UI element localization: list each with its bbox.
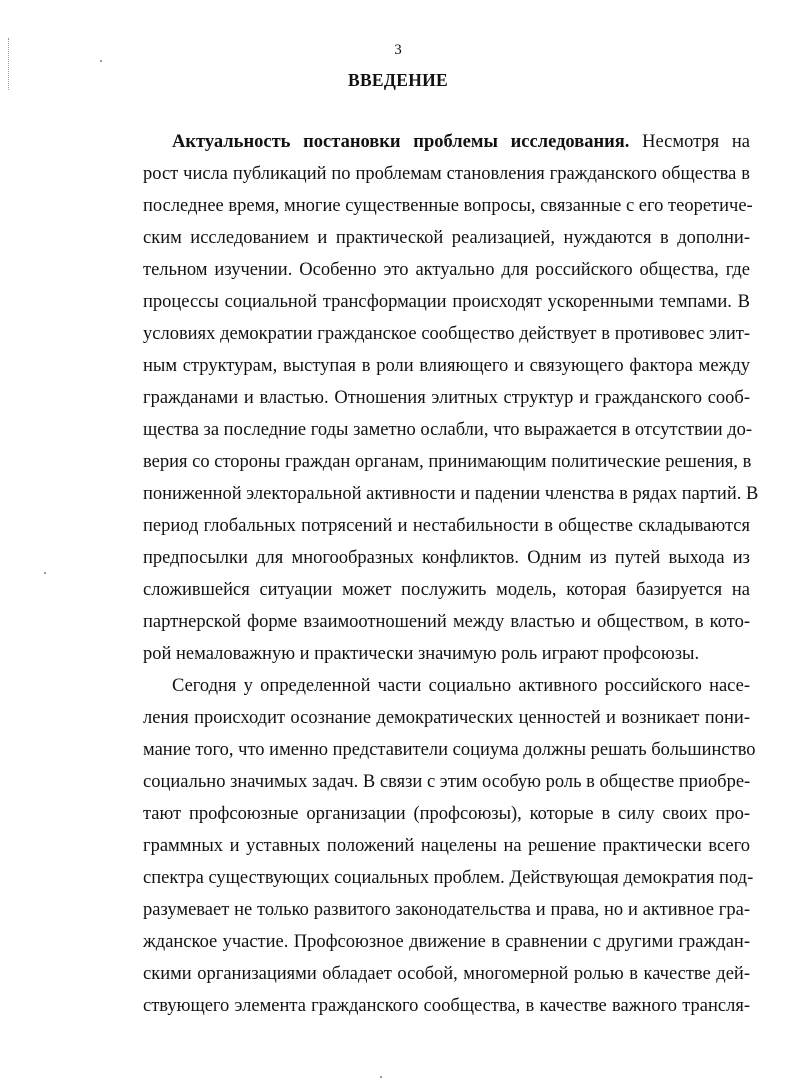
paragraph-2-line: тают профсоюзные организации (профсоюзы), которые в силу своих про-: [143, 804, 750, 824]
paragraph-2-line: разумевает не только развитого законодательства и права, но и активное гра-: [143, 900, 750, 920]
paragraph-1-line: партнерской форме взаимоотношений между властью и обществом, в кото-: [143, 612, 750, 632]
line-text: Несмотря на: [629, 132, 750, 152]
page-number: 3: [394, 42, 402, 58]
paragraph-2-line: социально значимых задач. В связи с этим особую роль в обществе приобре-: [143, 772, 751, 792]
paragraph-1-line: гражданами и властью. Отношения элитных структур и гражданского сооб-: [143, 388, 750, 408]
scan-speck: [380, 1076, 382, 1078]
paragraph-1-line: верия со стороны граждан органам, принимающим политические решения, в: [143, 452, 752, 472]
paragraph-2-line: жданское участие. Профсоюзное движение в сравнении с другими граждан-: [143, 932, 750, 952]
paragraph-1-line: пониженной электоральной активности и падении членства в рядах партий. В: [143, 484, 759, 504]
paragraph-1-line: сложившейся ситуации может послужить модель, которая базируется на: [143, 580, 750, 600]
paragraph-1-line: условиях демократии гражданское сообщество действует в противовес элит-: [143, 324, 750, 344]
scan-speck: [100, 60, 102, 62]
paragraph-1-line: щества за последние годы заметно ослабли, что выражается в отсутствии до-: [143, 420, 753, 440]
section-heading: ВВЕДЕНИЕ: [347, 70, 449, 90]
paragraph-1-line: ным структурам, выступая в роли влияющего и связующего фактора между: [143, 356, 750, 376]
scan-speck: [44, 572, 46, 574]
lead-bold-phrase: Актуальность постановки проблемы исследования.: [172, 132, 630, 152]
paragraph-2-line: мание того, что именно представители социума должны решать большинство: [143, 740, 756, 760]
paragraph-2-line: скими организациями обладает особой, многомерной ролью в качестве дей-: [143, 964, 750, 984]
paragraph-1-line: ским исследованием и практической реализацией, нуждаются в дополни-: [143, 228, 750, 248]
paragraph-2-line: Сегодня у определенной части социально активного российского насе-: [172, 676, 750, 696]
paragraph-1-line: процессы социальной трансформации происходят ускоренными темпами. В: [143, 292, 750, 312]
paragraph-2-line: ствующего элемента гражданского сообщества, в качестве важного трансля-: [143, 996, 750, 1016]
paragraph-1-line: рост числа публикаций по проблемам становления гражданского общества в: [143, 164, 750, 184]
paragraph-1-line: тельном изучении. Особенно это актуально для российского общества, где: [143, 260, 750, 280]
paragraph-1-line: период глобальных потрясений и нестабильности в обществе складываются: [143, 516, 750, 536]
paragraph-2-line: ления происходит осознание демократических ценностей и возникает пони-: [143, 708, 750, 728]
paragraph-1-line: последнее время, многие существенные вопросы, связанные с его теоретиче-: [143, 196, 753, 216]
paragraph-1-line-1: [172, 129, 750, 155]
paragraph-1-line: предпосылки для многообразных конфликтов. Одним из путей выхода из: [143, 548, 750, 568]
paragraph-2-line: спектра существующих социальных проблем. Действующая демократия под-: [143, 868, 754, 888]
paragraph-1-line: рой немаловажную и практически значимую роль играют профсоюзы.: [143, 644, 700, 664]
paragraph-2-line: граммных и уставных положений нацелены на решение практически всего: [143, 836, 750, 856]
